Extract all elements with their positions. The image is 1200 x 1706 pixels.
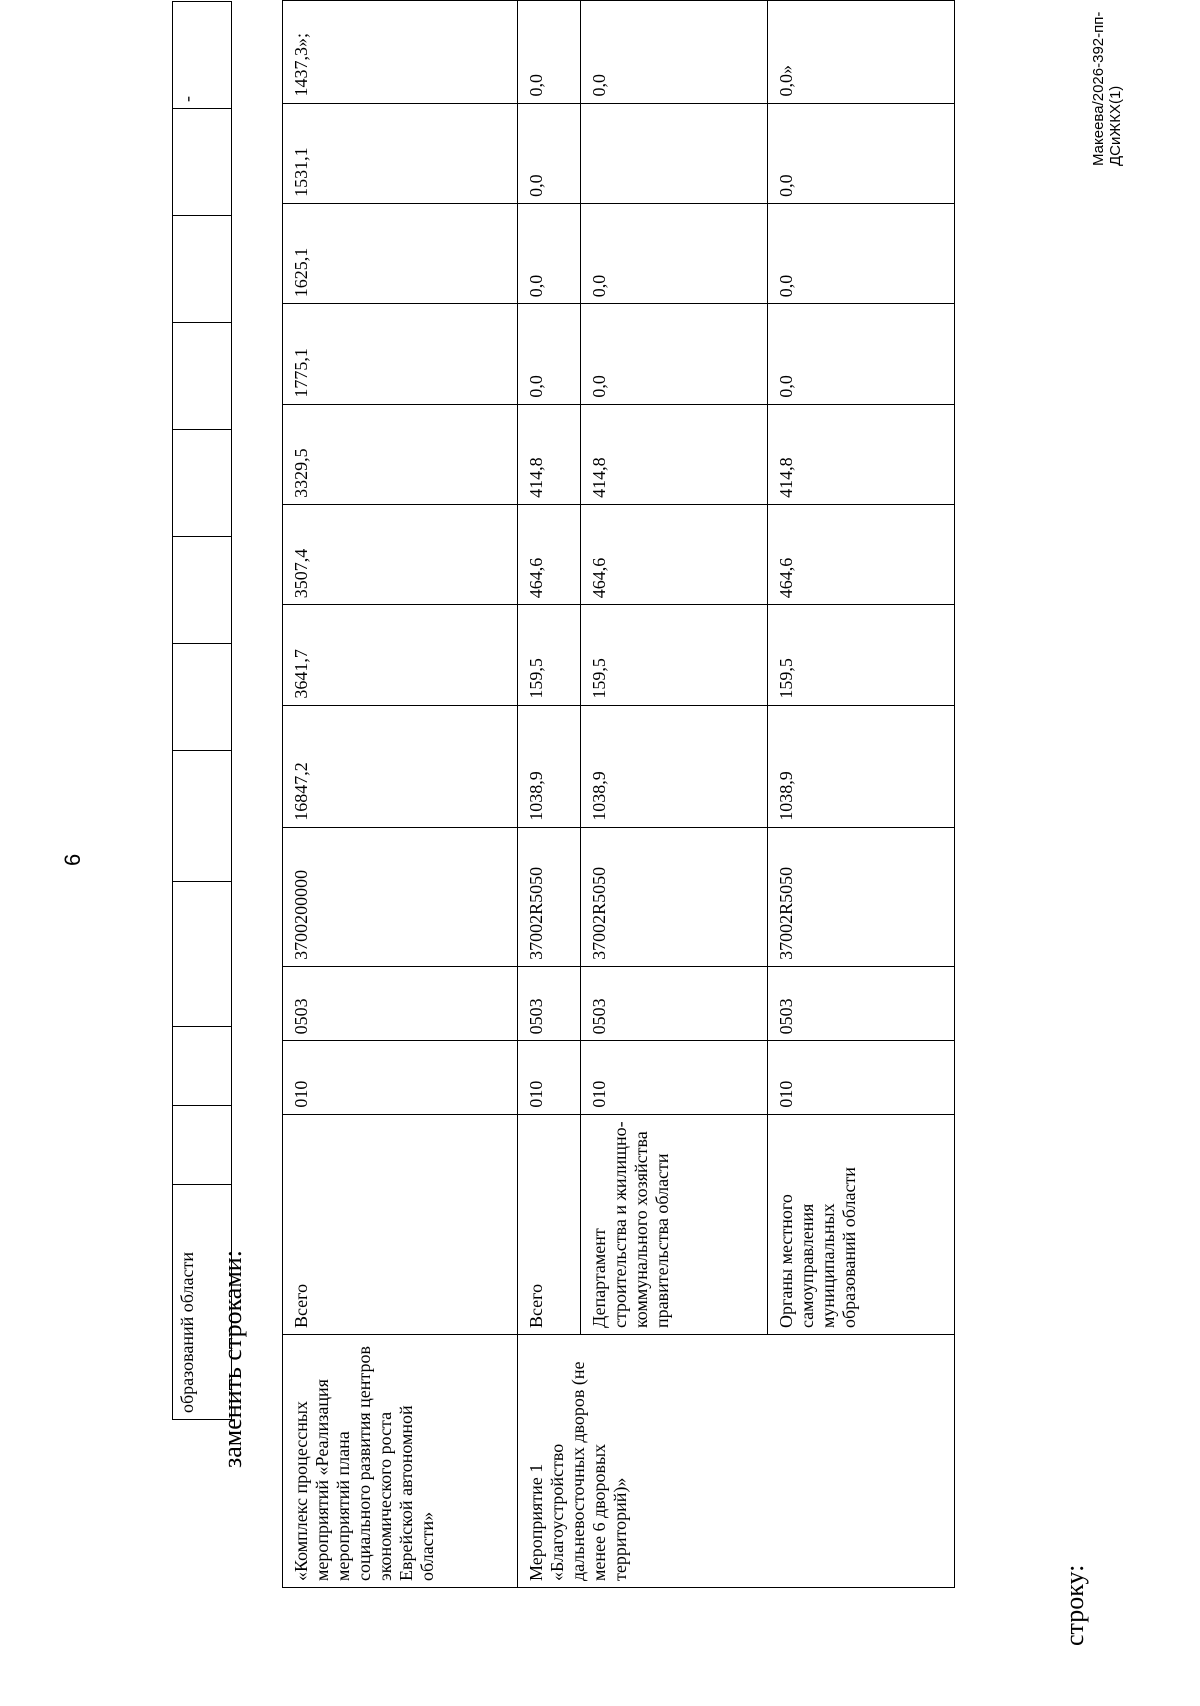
- cell-value: 3329,5: [283, 404, 518, 504]
- cell-name: Мероприятие 1 «Благоустройство дальневосточных дворов (не менее 6 дворовых территорий)»: [518, 1335, 955, 1588]
- cell-rzpr: 0503: [768, 966, 955, 1041]
- cell-value: 414,8: [581, 404, 768, 504]
- continuation-table: [172, 1, 232, 1420]
- replace-with-rows-label: заменить строками:: [218, 1250, 247, 1468]
- cell-empty: [173, 1027, 232, 1106]
- cell-value: 1437,3»;: [283, 1, 518, 104]
- cell-grbs: 010: [518, 1041, 581, 1114]
- cell-empty: [173, 323, 232, 430]
- cell-value: 1038,9: [518, 705, 581, 827]
- cell-empty: [173, 751, 232, 882]
- cell-value: 0,0: [768, 203, 955, 303]
- cell-grbs: 010: [283, 1041, 518, 1114]
- cell-value: 464,6: [518, 504, 581, 604]
- cell-rzpr: 0503: [283, 966, 518, 1041]
- cell-value: 159,5: [581, 605, 768, 705]
- cell-empty: [173, 216, 232, 323]
- cell-csr: 37002R5050: [581, 827, 768, 966]
- cell-value: 1625,1: [283, 203, 518, 303]
- cell-empty: [173, 1106, 232, 1185]
- footer-document-reference: Макеева/2026-392-пп-ДСиЖКХ(1): [1090, 11, 1124, 166]
- cell-value: 0,0: [518, 103, 581, 203]
- cell-value: 3507,4: [283, 504, 518, 604]
- cell-executor: Всего: [518, 1114, 581, 1334]
- cell-empty: [173, 537, 232, 644]
- cell-executor: Органы местного самоуправления муниципальных образований области: [768, 1114, 955, 1334]
- cell-value: 1531,1: [283, 103, 518, 203]
- cell-empty: [173, 109, 232, 216]
- table-row: [283, 1, 518, 1588]
- cell-empty: [173, 882, 232, 1027]
- page-number: 6: [60, 853, 85, 866]
- table-row: [518, 1, 581, 1588]
- cell-executor: Всего: [283, 1114, 518, 1334]
- replacement-table: [282, 0, 955, 1588]
- cell-value: 159,5: [768, 605, 955, 705]
- cell-value: 0,0: [768, 304, 955, 404]
- cell-grbs: 010: [768, 1041, 955, 1114]
- cell-executor: Департамент строительства и жилищно-коммунального хозяйства правительства области: [581, 1114, 768, 1334]
- cell-value: 0,0: [518, 203, 581, 303]
- cell-executor: образований области: [173, 1185, 232, 1420]
- cell-empty: [173, 430, 232, 537]
- cell-value: 159,5: [518, 605, 581, 705]
- cell-csr: 37002R5050: [768, 827, 955, 966]
- cell-value: 1775,1: [283, 304, 518, 404]
- cell-value: 464,6: [581, 504, 768, 604]
- cell-empty: [173, 644, 232, 751]
- cell-csr: 37002R5050: [518, 827, 581, 966]
- cell-value: -: [173, 2, 232, 109]
- cell-value: 0,0: [518, 304, 581, 404]
- cell-rzpr: 0503: [518, 966, 581, 1041]
- cell-value: 0,0: [581, 203, 768, 303]
- cell-value: 16847,2: [283, 705, 518, 827]
- table-row: [173, 2, 232, 1420]
- cell-value: 0,0: [581, 1, 768, 104]
- cell-value: 0,0: [518, 1, 581, 104]
- cell-value: 0,0»: [768, 1, 955, 104]
- cell-value: [581, 103, 768, 203]
- cell-value: 0,0: [768, 103, 955, 203]
- cell-value: 3641,7: [283, 605, 518, 705]
- string-label: строку:: [1060, 1564, 1089, 1646]
- cell-value: 414,8: [518, 404, 581, 504]
- cell-grbs: 010: [581, 1041, 768, 1114]
- cell-value: 1038,9: [768, 705, 955, 827]
- cell-value: 414,8: [768, 404, 955, 504]
- cell-value: 464,6: [768, 504, 955, 604]
- cell-name: «Комплекс процессных мероприятий «Реализация мероприятий плана социального развития центров экономического роста Еврейской автономной области»: [283, 1335, 518, 1588]
- cell-value: 0,0: [581, 304, 768, 404]
- cell-rzpr: 0503: [581, 966, 768, 1041]
- cell-csr: 3700200000: [283, 827, 518, 966]
- cell-value: 1038,9: [581, 705, 768, 827]
